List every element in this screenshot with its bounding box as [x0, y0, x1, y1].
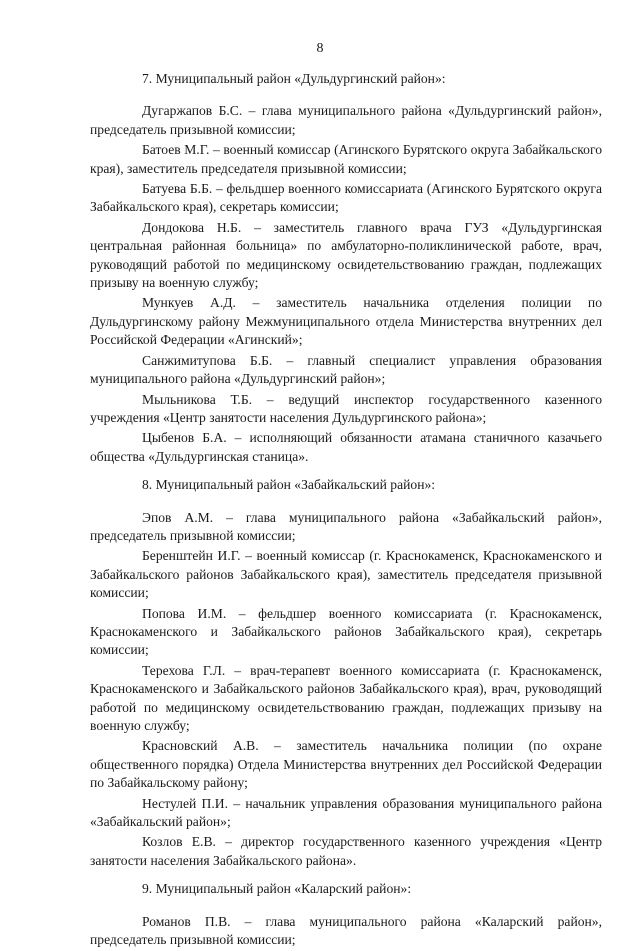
member-entry: Дугаржапов Б.С. – глава муниципального района «Дульдургинский район», председатель призывной комиссии;	[90, 103, 602, 137]
member-entry: Цыбенов Б.А. – исполняющий обязанности атамана станичного казачьего общества «Дульдургинская станица».	[90, 430, 602, 464]
member-entry: Красновский А.В. – заместитель начальника полиции (по охране общественного порядка) Отдела Министерства внутренних дел Российской Федерации по Забайкальскому району;	[90, 738, 602, 791]
member-entry: Мыльникова Т.Б. – ведущий инспектор государственного казенного учреждения «Центр занятости населения Дульдургинского района»;	[90, 391, 602, 425]
section-heading: 8. Муниципальный район «Забайкальский район»:	[142, 477, 436, 493]
section-heading: 9. Муниципальный район «Каларский район»:	[142, 881, 412, 897]
member-entry: Санжимитупова Б.Б. – главный специалист управления образования муниципального района «Дульдургинский район»;	[90, 352, 602, 387]
member-entry: Эпов А.М. – глава муниципального района «Забайкальский район», председатель призывной комиссии;	[90, 509, 602, 543]
member-entry: Батуева Б.Б. – фельдшер военного комиссариата (Агинского Бурятского округа Забайкальского края), секретарь комиссии;	[90, 181, 602, 215]
section-heading: 7. Муниципальный район «Дульдургинский район»:	[142, 71, 446, 86]
page-number: 8	[316, 41, 324, 56]
member-entry: Терехова Г.Л. – врач-терапевт военного комиссариата (г. Краснокаменск, Краснокаменского и Забайкальского районов Забайкальского края), врач, руководящий работой по медицинскому освидетельствованию граждан, подлежащих призыву на военную службу;	[90, 662, 602, 733]
document-body	[90, 70, 602, 951]
member-entry: Дондокова Н.Б. – заместитель главного врача ГУЗ «Дульдургинская центральная районная больница» по амбулаторно-поликлинической работе, врач, руководящий работой по медицинскому освидетельствованию граждан, подлежащих призыву на военную службу;	[90, 219, 602, 291]
member-entry: Романов П.В. – глава муниципального района «Каларский район», председатель призывной комиссии;	[90, 913, 602, 948]
member-entry: Батоев М.Г. – военный комиссар (Агинского Бурятского округа Забайкальского края), заместитель председателя призывной комиссии;	[90, 142, 602, 176]
member-entry: Козлов Е.В. – директор государственного казенного учреждения «Центр занятости населения Забайкальского района».	[90, 834, 602, 868]
member-entry: Нестулей П.И. – начальник управления образования муниципального района «Забайкальский район»;	[90, 795, 602, 830]
member-entry: Беренштейн И.Г. – военный комиссар (г. Краснокаменск, Краснокаменского и Забайкальского районов Забайкальского края), заместитель председателя призывной комиссии;	[90, 548, 602, 601]
member-entry: Мункуев А.Д. – заместитель начальника отделения полиции по Дульдургинскому району Межмуниципального отдела Министерства внутренних дел Российской Федерации «Агинский»;	[90, 295, 602, 348]
member-entry: Попова И.М. – фельдшер военного комиссариата (г. Краснокаменск, Краснокаменского и Забайкальского районов Забайкальского края), секретарь комиссии;	[90, 605, 602, 658]
